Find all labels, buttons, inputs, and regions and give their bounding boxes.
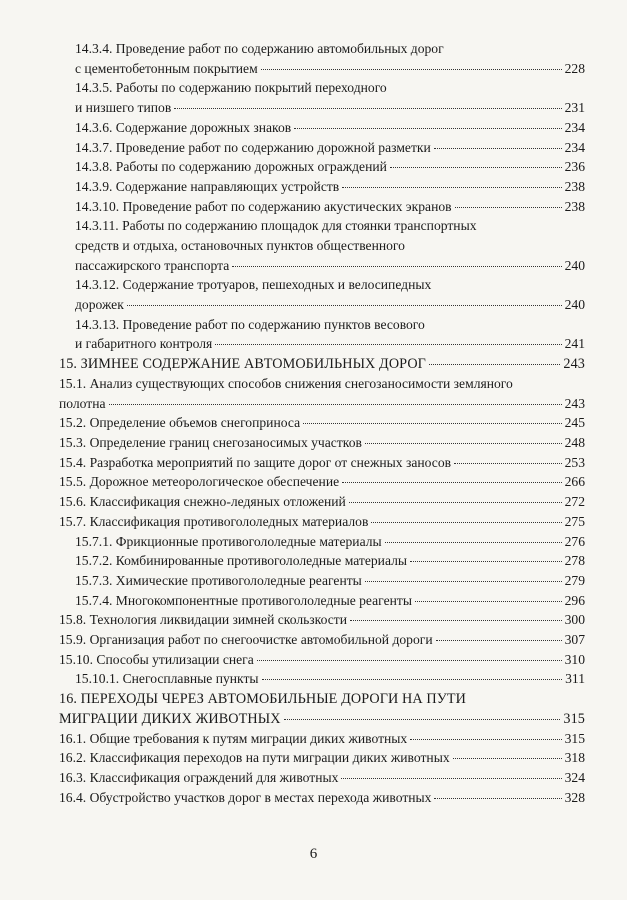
toc-entry: [0, 592, 627, 612]
toc-entry-text: 16.1. Общие требования к путям миграции диких животных: [59, 730, 408, 746]
toc-entry-text: 15.7.4. Многокомпонентные противогололедные реагенты: [75, 592, 412, 608]
toc-entry-text: 14.3.6. Содержание дорожных знаков: [75, 119, 292, 135]
toc-entry-text: 15.4. Разработка мероприятий по защите дорог от снежных заносов: [59, 454, 452, 470]
toc-entry: [0, 119, 627, 139]
toc-entry: [0, 552, 627, 572]
toc-entry: [0, 789, 627, 809]
toc-page-number: 238: [564, 198, 585, 214]
dot-leader: [261, 69, 562, 70]
dot-leader: [350, 620, 562, 621]
dot-leader: [415, 601, 562, 602]
toc-entry: [0, 730, 627, 750]
toc-entry: [0, 611, 627, 631]
toc-entry: [0, 493, 627, 513]
toc-page-number: 266: [564, 474, 585, 490]
toc-page-number: 234: [564, 139, 585, 155]
toc-entry-text: и габаритного контроля: [75, 336, 213, 352]
toc-page-number: 324: [564, 769, 585, 785]
toc-page-number: 315: [564, 730, 585, 746]
toc-entry-text: полотна: [59, 395, 106, 411]
toc-entry-text: 14.3.5. Работы по содержанию покрытий переходного: [75, 80, 387, 96]
toc-entry: [0, 414, 627, 434]
toc-entry: [0, 139, 627, 159]
dot-leader: [436, 640, 562, 641]
toc-entry: [0, 434, 627, 454]
toc-page-number: 243: [564, 395, 585, 411]
toc-page-number: 272: [564, 494, 585, 510]
toc-entry-text: 15.7.3. Химические противогололедные реагенты: [75, 572, 362, 588]
toc-entry: [0, 749, 627, 769]
toc-entry: [0, 454, 627, 474]
toc-entry: [0, 276, 627, 315]
toc-entry: [0, 670, 627, 690]
page-number: 6: [309, 846, 318, 862]
toc-page-number: 245: [564, 415, 585, 431]
toc-page-number: 234: [564, 119, 585, 135]
dot-leader: [349, 502, 562, 503]
toc-entry-text: 14.3.10. Проведение работ по содержанию акустических экранов: [75, 198, 452, 214]
toc-page-number: 310: [564, 651, 585, 667]
toc-entry-text: 15.8. Технология ликвидации зимней скользкости: [59, 612, 347, 628]
toc-entry: [0, 572, 627, 592]
dot-leader: [454, 463, 562, 464]
toc-entry-text: 15.7.2. Комбинированные противогололедные материалы: [75, 553, 408, 569]
toc-entry-text: 14.3.9. Содержание направляющих устройств: [75, 178, 340, 194]
toc-entry-text: 16.4. Обустройство участков дорог в местах перехода животных: [59, 789, 432, 805]
dot-leader: [365, 581, 562, 582]
dot-leader: [257, 660, 562, 661]
toc-page-number: 315: [563, 710, 585, 727]
toc-entry: [0, 375, 627, 414]
toc-entry: [0, 158, 627, 178]
toc-page-number: 276: [564, 533, 585, 549]
toc-page-number: 243: [563, 356, 585, 373]
dot-leader: [127, 305, 562, 306]
toc-entry: [0, 178, 627, 198]
toc-page-number: 300: [564, 612, 585, 628]
toc-page-number: 328: [564, 789, 585, 805]
dot-leader: [365, 443, 562, 444]
dot-leader: [341, 778, 561, 779]
dot-leader: [390, 167, 562, 168]
dot-leader: [294, 128, 561, 129]
toc-page-number: 236: [564, 159, 585, 175]
toc-entry: [0, 473, 627, 493]
dot-leader: [429, 364, 560, 365]
toc-page-number: 279: [564, 572, 585, 588]
toc-entry: [0, 651, 627, 671]
toc-entry-text: 15.3. Определение границ снегозаносимых участков: [59, 435, 362, 450]
toc-entry-text: 15. ЗИМНЕЕ СОДЕРЖАНИЕ АВТОМОБИЛЬНЫХ ДОРОГ: [59, 356, 426, 373]
toc-entry-text: пассажирского транспорта: [75, 257, 230, 273]
toc-entry-text: 14.3.11. Работы по содержанию площадок для стоянки транспортных: [75, 218, 477, 234]
toc-entry-text: 15.7.1. Фрикционные противогололедные материалы: [75, 533, 382, 549]
toc-entry: [0, 355, 627, 375]
toc-entry: [0, 513, 627, 533]
toc-page-number: 241: [564, 336, 585, 352]
toc-entry-text: 15.5. Дорожное метеорологическое обеспечение: [59, 474, 340, 490]
dot-leader: [262, 679, 563, 680]
toc-entry-text: 14.3.12. Содержание тротуаров, пешеходных и велосипедных: [75, 277, 432, 293]
toc-page-number: 311: [565, 671, 585, 687]
dot-leader: [284, 719, 561, 720]
toc-entry-text: 14.3.7. Проведение работ по содержанию дорожной разметки: [75, 139, 431, 155]
dot-leader: [215, 344, 561, 345]
toc-entry: [0, 533, 627, 553]
dot-leader: [385, 542, 562, 543]
toc-page-number: 248: [564, 435, 585, 450]
dot-leader: [109, 404, 562, 405]
toc-entry-text: 15.10.1. Снегосплавные пункты: [75, 671, 259, 687]
toc-entry-text: 15.2. Определение объемов снегоприноса: [59, 415, 301, 431]
dot-leader: [342, 187, 561, 188]
toc-entry-text: 15.6. Классификация снежно-ледяных отложений: [59, 494, 346, 510]
toc-entry-text: МИГРАЦИИ ДИКИХ ЖИВОТНЫХ: [59, 710, 281, 727]
dot-leader: [174, 108, 561, 109]
toc-entry-text: 16.2. Классификация переходов на пути миграции диких животных: [59, 750, 450, 766]
toc-entry-text: 15.7. Классификация противогололедных материалов: [59, 513, 369, 529]
dot-leader: [371, 522, 561, 523]
dot-leader: [410, 561, 562, 562]
dot-leader: [232, 266, 561, 267]
toc-page-number: 240: [564, 297, 585, 313]
dot-leader: [434, 798, 561, 799]
dot-leader: [342, 482, 561, 483]
toc-entry-text: 14.3.8. Работы по содержанию дорожных ограждений: [75, 159, 387, 175]
toc-entry: [0, 79, 627, 118]
toc-page-number: 253: [564, 454, 585, 470]
dot-leader: [455, 207, 562, 208]
toc-entry: [0, 316, 627, 355]
toc-page-number: 238: [564, 178, 585, 194]
dot-leader: [410, 739, 561, 740]
dot-leader: [434, 148, 562, 149]
toc-entry: [0, 690, 627, 729]
toc-entry-text: 14.3.13. Проведение работ по содержанию пунктов весового: [75, 316, 425, 332]
toc-entry-text: и низшего типов: [75, 100, 172, 116]
toc-page-number: 307: [564, 632, 585, 647]
toc-page-number: 231: [564, 100, 585, 116]
toc-entry-text: с цементобетонным покрытием: [75, 60, 258, 76]
toc-entry-text: 15.9. Организация работ по снегоочистке автомобильной дороги: [59, 632, 433, 647]
toc-entry: [0, 769, 627, 789]
toc-entry-text: 15.10. Способы утилизации снега: [59, 651, 254, 667]
toc-entry: [0, 198, 627, 218]
toc-page-number: 240: [564, 257, 585, 273]
toc-entry: [0, 217, 627, 276]
toc-page-number: 296: [564, 592, 585, 608]
toc-entry-text: 16. ПЕРЕХОДЫ ЧЕРЕЗ АВТОМОБИЛЬНЫЕ ДОРОГИ НА ПУТИ: [59, 691, 466, 708]
dot-leader: [303, 423, 562, 424]
toc-page-number: 275: [564, 513, 585, 529]
toc-entry-text: дорожек: [75, 297, 124, 313]
toc-page-number: 228: [564, 60, 585, 76]
toc-page-number: 278: [564, 553, 585, 569]
toc-entry-text: средств и отдыха, остановочных пунктов общественного: [75, 237, 405, 253]
dot-leader: [453, 758, 562, 759]
toc-entry-text: 15.1. Анализ существующих способов снижения снегозаносимости земляного: [59, 375, 513, 391]
toc-entry: [0, 40, 627, 79]
toc-entry-text: 16.3. Классификация ограждений для животных: [59, 769, 339, 785]
toc-page-number: 318: [564, 750, 585, 766]
toc-entry-text: 14.3.4. Проведение работ по содержанию автомобильных дорог: [75, 41, 444, 56]
toc-entry: [0, 631, 627, 651]
